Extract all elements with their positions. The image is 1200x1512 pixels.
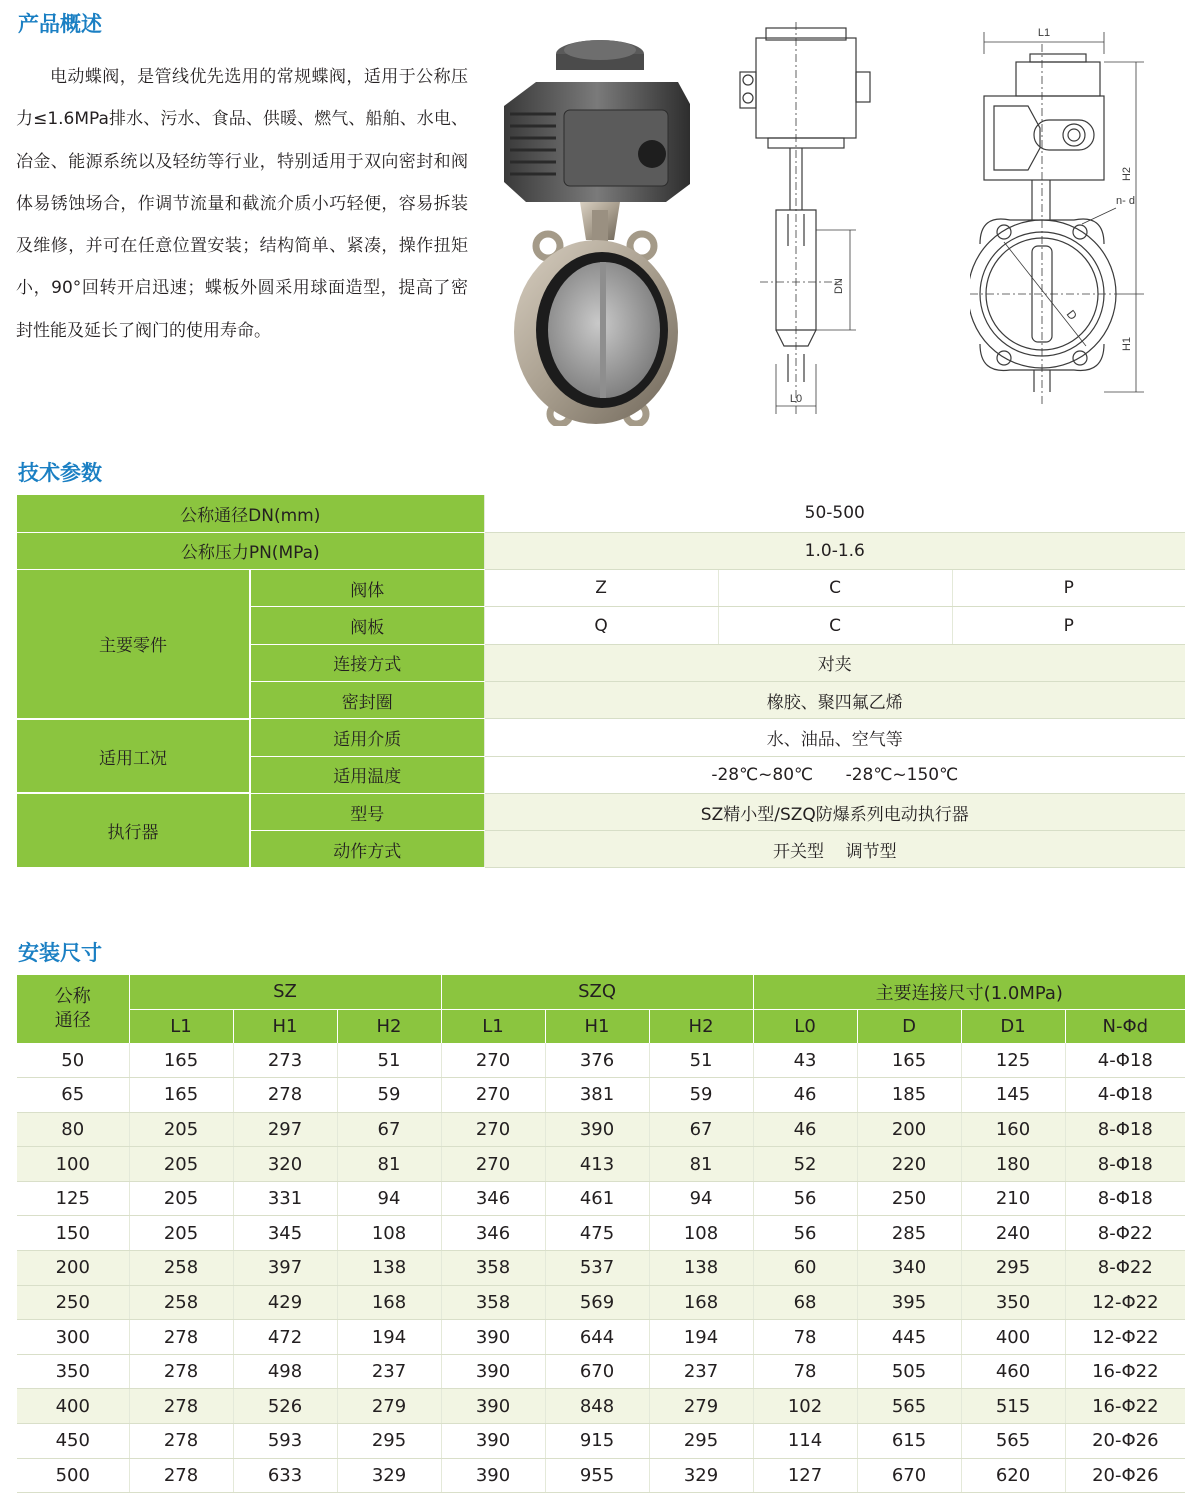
table-row	[17, 1389, 1185, 1424]
dim-cell: 194	[649, 1320, 753, 1355]
dim-cell: 278	[129, 1320, 233, 1355]
col-header: N-Φd	[1065, 1009, 1185, 1043]
nominal-size-cell: 400	[17, 1389, 129, 1424]
dim-cell: 331	[233, 1181, 337, 1216]
dim-cell: 8-Φ22	[1065, 1251, 1185, 1286]
dim-cell: 210	[961, 1181, 1065, 1216]
dim-cell: 376	[545, 1043, 649, 1078]
dim-cell: 145	[961, 1078, 1065, 1113]
l1-label: L1	[1037, 27, 1051, 39]
tech-row-medium	[17, 719, 1185, 756]
dim-cell: 278	[129, 1458, 233, 1493]
dim-cell: 20-Φ26	[1065, 1424, 1185, 1459]
dim-cell: 390	[441, 1354, 545, 1389]
dim-cell: 278	[129, 1389, 233, 1424]
dim-cell: 194	[337, 1320, 441, 1355]
model-label: 型号	[250, 793, 484, 830]
disc-value-2: C	[718, 607, 952, 644]
dim-cell: 16-Φ22	[1065, 1354, 1185, 1389]
dims-header-row-1	[17, 975, 1185, 1009]
dim-cell: 125	[961, 1043, 1065, 1078]
pn-label: 公称压力PN(MPa)	[17, 532, 484, 569]
dim-cell: 20-Φ26	[1065, 1458, 1185, 1493]
dim-cell: 60	[753, 1251, 857, 1286]
col-header: H2	[337, 1009, 441, 1043]
dim-cell: 350	[961, 1285, 1065, 1320]
disc-label: 阀板	[250, 607, 484, 644]
col-header: L1	[441, 1009, 545, 1043]
dim-cell: 138	[649, 1251, 753, 1286]
butterfly-valve-photo	[496, 14, 696, 426]
front-view-drawing	[970, 14, 1180, 426]
dim-cell: 390	[441, 1389, 545, 1424]
dim-cell: 250	[857, 1181, 961, 1216]
dim-cell: 475	[545, 1216, 649, 1251]
dim-cell: 67	[649, 1112, 753, 1147]
dim-cell: 297	[233, 1112, 337, 1147]
disc-value-1: Q	[484, 607, 718, 644]
dim-cell: 16-Φ22	[1065, 1389, 1185, 1424]
group-main-parts: 主要零件	[17, 570, 250, 719]
dim-cell: 390	[545, 1112, 649, 1147]
dim-cell: 498	[233, 1354, 337, 1389]
dim-cell: 279	[337, 1389, 441, 1424]
dim-cell: 160	[961, 1112, 1065, 1147]
dim-cell: 445	[857, 1320, 961, 1355]
dim-cell: 205	[129, 1112, 233, 1147]
dim-cell: 200	[857, 1112, 961, 1147]
dim-cell: 12-Φ22	[1065, 1320, 1185, 1355]
table-row	[17, 1112, 1185, 1147]
dim-cell: 270	[441, 1147, 545, 1182]
connection-value: 对夹	[484, 644, 1185, 681]
dim-cell: 295	[961, 1251, 1065, 1286]
dim-cell: 51	[649, 1043, 753, 1078]
dim-cell: 8-Φ22	[1065, 1216, 1185, 1251]
dim-cell: 670	[857, 1458, 961, 1493]
dim-cell: 165	[129, 1078, 233, 1113]
table-row	[17, 1251, 1185, 1286]
nd-label: n- d	[1116, 195, 1135, 207]
dim-cell: 94	[337, 1181, 441, 1216]
dim-cell: 108	[337, 1216, 441, 1251]
dn-label: 公称通径DN(mm)	[17, 495, 484, 532]
dims-body	[17, 1043, 1185, 1493]
dim-cell: 4-Φ18	[1065, 1078, 1185, 1113]
nominal-size-cell: 300	[17, 1320, 129, 1355]
dim-cell: 51	[337, 1043, 441, 1078]
dim-cell: 205	[129, 1181, 233, 1216]
dim-cell: 505	[857, 1354, 961, 1389]
col-header: H2	[649, 1009, 753, 1043]
dim-cell: 67	[337, 1112, 441, 1147]
dim-cell: 593	[233, 1424, 337, 1459]
nominal-size-cell: 500	[17, 1458, 129, 1493]
table-row	[17, 1320, 1185, 1355]
col-header: H1	[233, 1009, 337, 1043]
overview-text: 电动蝶阀，是管线优先选用的常规蝶阀，适用于公称压力≤1.6MPa排水、污水、食品、供暖、燃气、船舶、水电、冶金、能源系统以及轻纺等行业，特别适用于双向密封和阀体易锈蚀场合，作调节流量和截流介质小巧轻便，容易拆装及维修，并可在任意位置安装；结构简单、紧凑，操作扭矩小，90°回转开启迅速；蝶板外圆采用球面造型，提高了密封性能及延长了阀门的使用寿命。	[16, 67, 468, 341]
model-value: SZ精小型/SZQ防爆系列电动执行器	[484, 793, 1185, 830]
nominal-size-cell: 125	[17, 1181, 129, 1216]
install-dims-table	[17, 975, 1185, 1493]
dim-cell: 278	[129, 1354, 233, 1389]
dim-cell: 515	[961, 1389, 1065, 1424]
dim-cell: 346	[441, 1216, 545, 1251]
dim-cell: 46	[753, 1112, 857, 1147]
col-header: L1	[129, 1009, 233, 1043]
side-view-drawing	[732, 14, 892, 426]
col-header: H1	[545, 1009, 649, 1043]
dim-cell: 320	[233, 1147, 337, 1182]
dim-cell: 413	[545, 1147, 649, 1182]
pn-value: 1.0-1.6	[484, 532, 1185, 569]
dim-cell: 205	[129, 1147, 233, 1182]
dim-cell: 633	[233, 1458, 337, 1493]
dim-cell: 295	[337, 1424, 441, 1459]
dim-cell: 78	[753, 1354, 857, 1389]
dim-cell: 537	[545, 1251, 649, 1286]
dim-cell: 52	[753, 1147, 857, 1182]
table-row	[17, 1285, 1185, 1320]
dim-cell: 8-Φ18	[1065, 1181, 1185, 1216]
sz-group-header: SZ	[129, 975, 441, 1009]
dim-cell: 205	[129, 1216, 233, 1251]
tech-params-table	[17, 495, 1185, 869]
temperature-label: 适用温度	[250, 756, 484, 793]
nominal-size-cell: 100	[17, 1147, 129, 1182]
dim-cell: 185	[857, 1078, 961, 1113]
tech-row-pn	[17, 532, 1185, 569]
disc-value-3: P	[952, 607, 1185, 644]
dim-cell: 270	[441, 1112, 545, 1147]
dim-cell: 345	[233, 1216, 337, 1251]
dim-cell: 220	[857, 1147, 961, 1182]
table-row	[17, 1147, 1185, 1182]
szq-group-header: SZQ	[441, 975, 753, 1009]
nominal-size-cell: 250	[17, 1285, 129, 1320]
table-row	[17, 1078, 1185, 1113]
table-row	[17, 1043, 1185, 1078]
medium-label: 适用介质	[250, 719, 484, 756]
group-conditions: 适用工况	[17, 719, 250, 794]
dim-cell: 12-Φ22	[1065, 1285, 1185, 1320]
dim-cell: 56	[753, 1181, 857, 1216]
dim-cell: 620	[961, 1458, 1065, 1493]
dim-cell: 81	[337, 1147, 441, 1182]
nominal-size-cell: 450	[17, 1424, 129, 1459]
dim-cell: 329	[337, 1458, 441, 1493]
dim-cell: 460	[961, 1354, 1065, 1389]
dim-cell: 340	[857, 1251, 961, 1286]
seal-label: 密封圈	[250, 681, 484, 718]
dim-cell: 114	[753, 1424, 857, 1459]
dim-cell: 56	[753, 1216, 857, 1251]
d-label: D	[1063, 307, 1081, 323]
l0-label: L0	[789, 393, 803, 405]
dim-cell: 258	[129, 1285, 233, 1320]
dim-cell: 273	[233, 1043, 337, 1078]
action-value: 开关型 调节型	[484, 831, 1185, 868]
product-figures	[490, 10, 1190, 430]
table-row	[17, 1354, 1185, 1389]
dim-cell: 429	[233, 1285, 337, 1320]
h2-label: H2	[1121, 166, 1133, 182]
dim-cell: 138	[337, 1251, 441, 1286]
dim-cell: 108	[649, 1216, 753, 1251]
dim-cell: 258	[129, 1251, 233, 1286]
table-row	[17, 1458, 1185, 1493]
tech-row-body	[17, 570, 1185, 607]
dim-cell: 569	[545, 1285, 649, 1320]
body-value-2: C	[718, 570, 952, 607]
nominal-size-header: 公称 通径	[17, 975, 129, 1043]
col-header: D1	[961, 1009, 1065, 1043]
body-value-1: Z	[484, 570, 718, 607]
dim-cell: 102	[753, 1389, 857, 1424]
dim-cell: 165	[857, 1043, 961, 1078]
dim-cell: 329	[649, 1458, 753, 1493]
dim-cell: 390	[441, 1424, 545, 1459]
dim-cell: 358	[441, 1251, 545, 1286]
body-value-3: P	[952, 570, 1185, 607]
h1-label: H1	[1121, 336, 1133, 352]
medium-value: 水、油品、空气等	[484, 719, 1185, 756]
dim-cell: 168	[649, 1285, 753, 1320]
dim-cell: 81	[649, 1147, 753, 1182]
dim-cell: 43	[753, 1043, 857, 1078]
nominal-size-cell: 50	[17, 1043, 129, 1078]
dim-cell: 615	[857, 1424, 961, 1459]
col-header: D	[857, 1009, 961, 1043]
dim-cell: 94	[649, 1181, 753, 1216]
nominal-size-cell: 65	[17, 1078, 129, 1113]
tech-row-dn	[17, 495, 1185, 532]
dim-cell: 270	[441, 1078, 545, 1113]
overview-title: 产品概述	[18, 12, 102, 36]
dim-cell: 240	[961, 1216, 1065, 1251]
col-header: L0	[753, 1009, 857, 1043]
dn-label: DN	[833, 278, 845, 294]
dim-cell: 295	[649, 1424, 753, 1459]
dim-cell: 237	[649, 1354, 753, 1389]
dim-cell: 68	[753, 1285, 857, 1320]
connection-group-header: 主要连接尺寸(1.0MPa)	[753, 975, 1185, 1009]
dims-header-row-2	[17, 1009, 1185, 1043]
dim-cell: 8-Φ18	[1065, 1112, 1185, 1147]
dim-cell: 168	[337, 1285, 441, 1320]
tech-title: 技术参数	[18, 461, 102, 485]
dim-cell: 395	[857, 1285, 961, 1320]
dims-title: 安装尺寸	[18, 941, 102, 965]
dim-cell: 955	[545, 1458, 649, 1493]
dim-cell: 78	[753, 1320, 857, 1355]
connection-label: 连接方式	[250, 644, 484, 681]
dim-cell: 270	[441, 1043, 545, 1078]
dim-cell: 279	[649, 1389, 753, 1424]
group-actuator: 执行器	[17, 793, 250, 868]
temperature-value: -28℃~80℃ -28℃~150℃	[484, 756, 1185, 793]
dim-cell: 278	[129, 1424, 233, 1459]
seal-value: 橡胶、聚四氟乙烯	[484, 681, 1185, 718]
dim-cell: 390	[441, 1320, 545, 1355]
dim-cell: 644	[545, 1320, 649, 1355]
nominal-size-cell: 80	[17, 1112, 129, 1147]
dim-cell: 165	[129, 1043, 233, 1078]
table-row	[17, 1181, 1185, 1216]
nominal-size-cell: 150	[17, 1216, 129, 1251]
table-row	[17, 1424, 1185, 1459]
dim-cell: 381	[545, 1078, 649, 1113]
tech-row-model	[17, 793, 1185, 830]
dim-cell: 400	[961, 1320, 1065, 1355]
dim-cell: 180	[961, 1147, 1065, 1182]
dim-cell: 46	[753, 1078, 857, 1113]
dim-cell: 472	[233, 1320, 337, 1355]
dim-cell: 670	[545, 1354, 649, 1389]
dim-cell: 565	[857, 1389, 961, 1424]
action-label: 动作方式	[250, 831, 484, 868]
dim-cell: 390	[441, 1458, 545, 1493]
dim-cell: 915	[545, 1424, 649, 1459]
nominal-size-cell: 200	[17, 1251, 129, 1286]
dim-cell: 848	[545, 1389, 649, 1424]
dim-cell: 358	[441, 1285, 545, 1320]
dim-cell: 526	[233, 1389, 337, 1424]
nominal-size-cell: 350	[17, 1354, 129, 1389]
dim-cell: 285	[857, 1216, 961, 1251]
dim-cell: 8-Φ18	[1065, 1147, 1185, 1182]
dim-cell: 4-Φ18	[1065, 1043, 1185, 1078]
dim-cell: 397	[233, 1251, 337, 1286]
dim-cell: 278	[233, 1078, 337, 1113]
body-label: 阀体	[250, 570, 484, 607]
dim-cell: 237	[337, 1354, 441, 1389]
dim-cell: 59	[337, 1078, 441, 1113]
dn-value: 50-500	[484, 495, 1185, 532]
dim-cell: 461	[545, 1181, 649, 1216]
dim-cell: 565	[961, 1424, 1065, 1459]
dim-cell: 346	[441, 1181, 545, 1216]
table-row	[17, 1216, 1185, 1251]
dim-cell: 59	[649, 1078, 753, 1113]
dim-cell: 127	[753, 1458, 857, 1493]
